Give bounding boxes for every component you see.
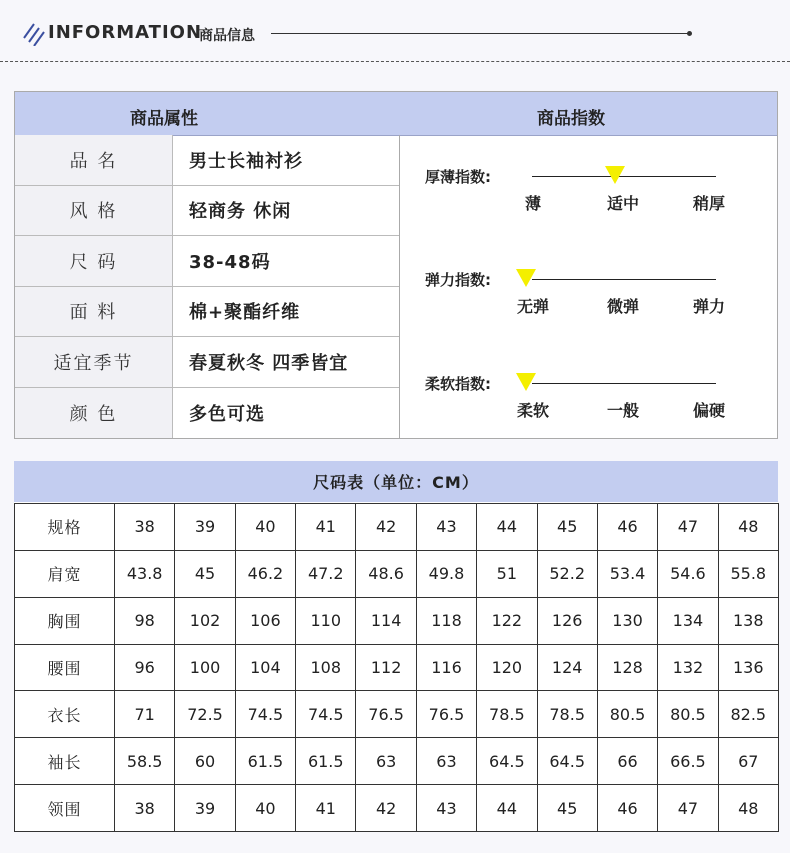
table-cell: 40 [235, 504, 295, 551]
product-attributes-panel [14, 91, 778, 439]
table-cell: 63 [356, 738, 416, 785]
table-cell: 43 [416, 504, 476, 551]
size-chart [14, 461, 778, 832]
table-cell: 39 [175, 785, 235, 832]
index-option: 偏硬 [693, 401, 726, 420]
table-cell: 136 [718, 644, 778, 691]
table-row [15, 550, 779, 597]
row-label: 规格 [15, 504, 115, 551]
table-row [15, 504, 779, 551]
attribute-row [15, 135, 399, 186]
table-cell: 138 [718, 597, 778, 644]
table-row [15, 691, 779, 738]
thickness-index [425, 164, 745, 224]
index-track [532, 279, 716, 280]
index-option: 无弹 [517, 297, 550, 316]
index-marker [605, 166, 625, 184]
table-cell: 48.6 [356, 550, 416, 597]
attribute-value: 轻商务 休闲 [189, 201, 292, 223]
table-cell: 52.2 [537, 550, 597, 597]
attribute-value: 春夏秋冬 四季皆宜 [189, 352, 349, 374]
table-row [15, 785, 779, 832]
attribute-row [15, 287, 399, 338]
table-cell: 45 [537, 785, 597, 832]
table-cell: 124 [537, 644, 597, 691]
table-cell: 110 [296, 597, 356, 644]
table-cell: 104 [235, 644, 295, 691]
row-label: 腰围 [15, 644, 115, 691]
table-cell: 61.5 [235, 738, 295, 785]
table-cell: 43 [416, 785, 476, 832]
table-cell: 44 [477, 504, 537, 551]
table-cell: 41 [296, 785, 356, 832]
table-cell: 47 [658, 504, 718, 551]
table-cell: 74.5 [235, 691, 295, 738]
stripes-logo-icon [22, 20, 46, 46]
table-cell: 78.5 [537, 691, 597, 738]
table-cell: 122 [477, 597, 537, 644]
attribute-value: 38-48码 [189, 251, 271, 273]
index-option: 适中 [607, 194, 640, 213]
table-cell: 102 [175, 597, 235, 644]
table-cell: 67 [718, 738, 778, 785]
table-cell: 42 [356, 504, 416, 551]
table-cell: 55.8 [718, 550, 778, 597]
index-label: 弹力指数: [425, 271, 491, 289]
table-cell: 108 [296, 644, 356, 691]
row-label: 肩宽 [15, 550, 115, 597]
table-cell: 42 [356, 785, 416, 832]
index-label: 厚薄指数: [425, 168, 491, 186]
table-cell: 132 [658, 644, 718, 691]
table-cell: 112 [356, 644, 416, 691]
attribute-label: 尺 码 [15, 236, 173, 286]
attribute-label: 颜 色 [15, 388, 173, 439]
index-marker [516, 373, 536, 391]
header-rule [271, 33, 689, 34]
softness-index [425, 371, 745, 431]
attribute-row [15, 388, 399, 439]
row-label: 袖长 [15, 738, 115, 785]
page-header [0, 0, 790, 62]
table-cell: 100 [175, 644, 235, 691]
table-cell: 80.5 [597, 691, 657, 738]
table-cell: 45 [537, 504, 597, 551]
table-cell: 53.4 [597, 550, 657, 597]
index-option: 微弹 [607, 297, 640, 316]
table-row [15, 597, 779, 644]
header-rule-dot [687, 31, 692, 36]
page-title: INFORMATION [48, 22, 203, 43]
table-row [15, 738, 779, 785]
table-cell: 60 [175, 738, 235, 785]
table-cell: 116 [416, 644, 476, 691]
table-cell: 38 [115, 785, 175, 832]
page-subtitle: 商品信息 [199, 28, 255, 44]
table-cell: 72.5 [175, 691, 235, 738]
table-cell: 49.8 [416, 550, 476, 597]
table-cell: 120 [477, 644, 537, 691]
index-marker [516, 269, 536, 287]
table-cell: 44 [477, 785, 537, 832]
table-cell: 51 [477, 550, 537, 597]
table-cell: 46 [597, 504, 657, 551]
table-cell: 98 [115, 597, 175, 644]
size-chart-title: 尺码表（单位：CM） [14, 461, 778, 502]
table-cell: 126 [537, 597, 597, 644]
table-cell: 48 [718, 504, 778, 551]
table-cell: 82.5 [718, 691, 778, 738]
table-cell: 39 [175, 504, 235, 551]
row-label: 胸围 [15, 597, 115, 644]
table-cell: 118 [416, 597, 476, 644]
table-cell: 47.2 [296, 550, 356, 597]
table-cell: 114 [356, 597, 416, 644]
table-cell: 61.5 [296, 738, 356, 785]
index-track [532, 383, 716, 384]
attribute-row [15, 337, 399, 388]
table-cell: 130 [597, 597, 657, 644]
attribute-value: 多色可选 [189, 403, 265, 425]
table-cell: 134 [658, 597, 718, 644]
table-cell: 54.6 [658, 550, 718, 597]
table-cell: 46 [597, 785, 657, 832]
table-cell: 128 [597, 644, 657, 691]
table-cell: 74.5 [296, 691, 356, 738]
table-cell: 41 [296, 504, 356, 551]
table-cell: 71 [115, 691, 175, 738]
attribute-label: 适宜季节 [15, 337, 173, 387]
row-label: 衣长 [15, 691, 115, 738]
attribute-value: 男士长袖衬衫 [189, 150, 303, 172]
elasticity-index [425, 267, 745, 327]
size-table [14, 503, 779, 832]
table-cell: 46.2 [235, 550, 295, 597]
table-cell: 96 [115, 644, 175, 691]
attribute-label: 品 名 [15, 135, 173, 185]
table-cell: 66.5 [658, 738, 718, 785]
index-option: 柔软 [517, 401, 550, 420]
table-cell: 58.5 [115, 738, 175, 785]
attributes-heading: 商品属性 [130, 109, 198, 129]
table-cell: 78.5 [477, 691, 537, 738]
table-cell: 106 [235, 597, 295, 644]
table-cell: 63 [416, 738, 476, 785]
index-option: 弹力 [693, 297, 726, 316]
attributes-header [15, 92, 777, 136]
table-cell: 76.5 [416, 691, 476, 738]
attribute-row [15, 186, 399, 237]
index-label: 柔软指数: [425, 375, 491, 393]
attribute-label: 风 格 [15, 186, 173, 236]
table-row [15, 644, 779, 691]
attribute-row [15, 236, 399, 287]
table-cell: 38 [115, 504, 175, 551]
table-cell: 48 [718, 785, 778, 832]
index-option: 一般 [607, 401, 640, 420]
indices-heading: 商品指数 [537, 109, 605, 129]
table-cell: 64.5 [477, 738, 537, 785]
table-cell: 45 [175, 550, 235, 597]
attributes-table [15, 135, 400, 438]
attribute-label: 面 料 [15, 287, 173, 337]
row-label: 领围 [15, 785, 115, 832]
table-cell: 64.5 [537, 738, 597, 785]
table-cell: 47 [658, 785, 718, 832]
table-cell: 40 [235, 785, 295, 832]
table-cell: 66 [597, 738, 657, 785]
size-table-body [15, 504, 779, 832]
index-option: 稍厚 [693, 194, 726, 213]
attribute-value: 棉+聚酯纤维 [189, 302, 301, 324]
table-cell: 80.5 [658, 691, 718, 738]
header-dashed-divider [0, 61, 790, 62]
table-cell: 43.8 [115, 550, 175, 597]
index-option: 薄 [525, 194, 542, 213]
table-cell: 76.5 [356, 691, 416, 738]
